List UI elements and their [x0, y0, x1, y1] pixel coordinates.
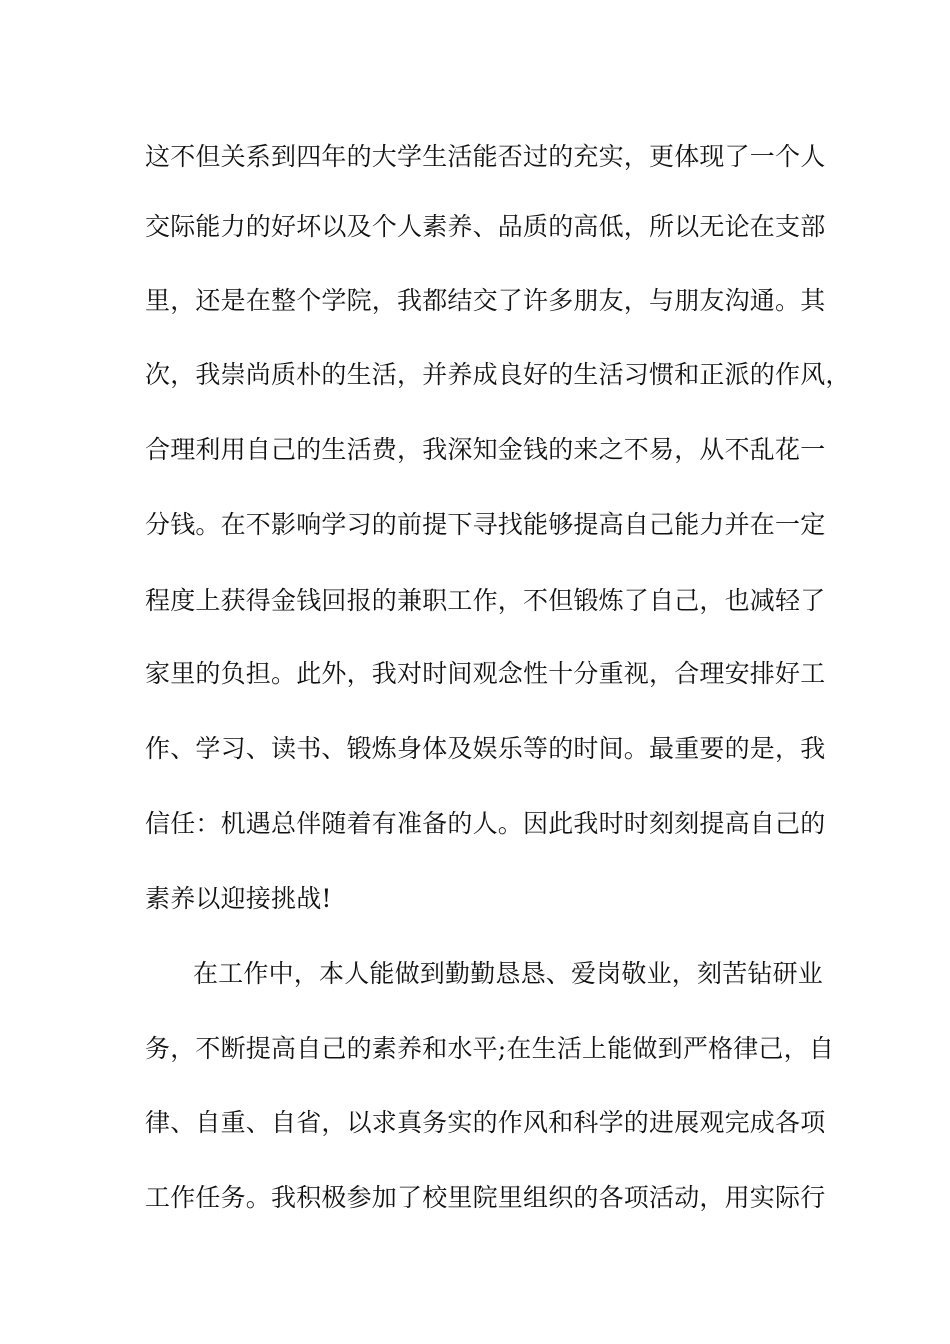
- text-line-5: 合理利用自己的生活费，我深知金钱的来之不易，从不乱花一: [145, 435, 826, 464]
- text-line-13: 务，不断提高自己的素养和水平;在生活上能做到严格律己，自: [145, 1034, 835, 1063]
- text-line-9: 作、学习、读书、锻炼身体及娱乐等的时间。最重要的是，我: [145, 734, 826, 763]
- text-line-3: 里，还是在整个学院，我都结交了许多朋友，与朋友沟通。其: [145, 286, 826, 315]
- text-line-11: 素养以迎接挑战!: [145, 884, 332, 913]
- text-line-1: 这不但关系到四年的大学生活能否过的充实，更体现了一个人: [145, 142, 826, 171]
- text-line-12: 在工作中，本人能做到勤勤恳恳、爱岗敬业，刻苦钻研业: [193, 959, 824, 988]
- text-line-6: 分钱。在不影响学习的前提下寻找能够提高自己能力并在一定: [145, 510, 826, 539]
- text-line-14: 律、自重、自省，以求真务实的作风和科学的进展观完成各项: [145, 1108, 826, 1137]
- text-line-7: 程度上获得金钱回报的兼职工作，不但锻炼了自己，也减轻了: [145, 586, 826, 615]
- text-line-2: 交际能力的好坏以及个人素养、品质的高低，所以无论在支部: [145, 212, 826, 241]
- text-line-4: 次，我崇尚质朴的生活，并养成良好的生活习惯和正派的作风，: [145, 360, 851, 389]
- text-line-15: 工作任务。我积极参加了校里院里组织的各项活动，用实际行: [145, 1183, 826, 1212]
- text-line-8: 家里的负担。此外，我对时间观念性十分重视，合理安排好工: [145, 659, 826, 688]
- text-line-10: 信任：机遇总伴随着有准备的人。因此我时时刻刻提高自己的: [145, 809, 826, 838]
